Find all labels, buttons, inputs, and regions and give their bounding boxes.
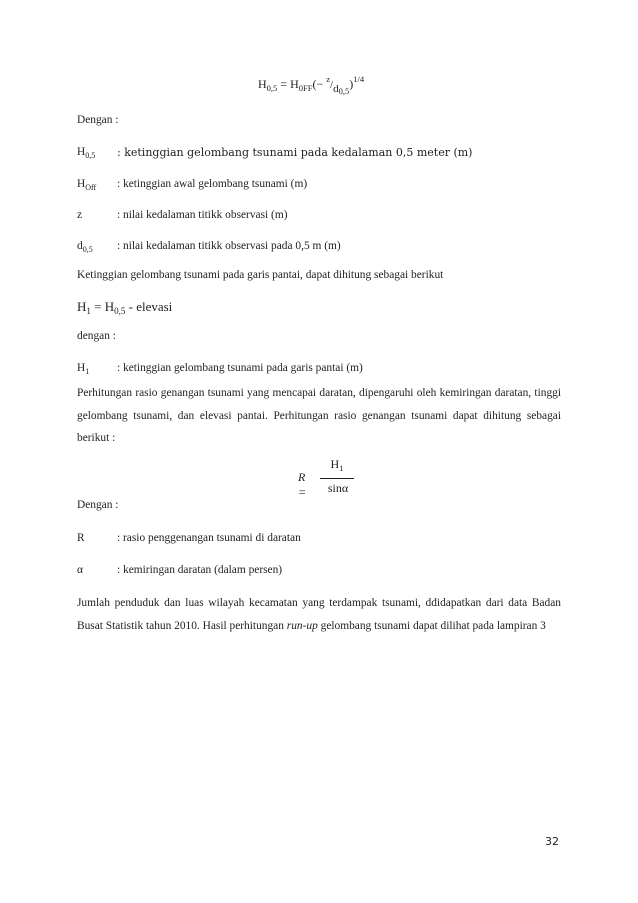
dengan-label-1: Dengan : — [77, 114, 119, 126]
definition-h05: $H_{0,5}$ : ketinggian gelombang tsunami pada kedalaman 0,5 meter (m) — [77, 146, 473, 160]
paragraph-rasio: Perhitungan rasio genangan tsunami yang mencapai daratan, dipengaruhi oleh kemiringan daratan, tinggi gelombang tsunami, dan elevasi pantai. Perhitungan rasio genangan tsunami dapat dihitung sebagai berikut : — [77, 387, 561, 444]
paragraph-ketinggian: Ketinggian gelombang tsunami pada garis pantai, dapat dihitung sebagai berikut — [77, 269, 444, 281]
formula-h1: $H_1 = H_{0,5}$ - elevasi — [77, 299, 173, 316]
page-number: 32 — [545, 835, 559, 848]
definition-hoff: $H_{Off}$ : ketinggian awal gelombang tsunami (m) — [77, 178, 308, 192]
definition-h1: $H_1$ : ketinggian gelombang tsunami pada garis pantai (m) — [77, 362, 363, 376]
dengan-label-2: dengan : — [77, 330, 116, 342]
definition-alpha: α : kemiringan daratan (dalam persen) — [77, 564, 283, 576]
dengan-label-3: Dengan : — [77, 499, 119, 511]
definition-d05: $d_{0,5}$ : nilai kedalaman titikk observasi pada 0,5 m (m) — [77, 240, 341, 254]
definition-z: z : nilai kedalaman titikk observasi (m) — [77, 209, 288, 221]
formula-h05: $H_{0,5} = H_{0FF}(- ^z/d_{0,5})^{1/4}$ — [258, 74, 365, 96]
paragraph-jumlah: Jumlah penduduk dan luas wilayah kecamatan yang terdampak tsunami, ddidapatkan dari data Badan Busat Statistik tahun 2010. Hasil perhitungan run-up gelombang tsunami dapat dilihat pada lampiran 3 — [77, 597, 561, 632]
definition-r: R : rasio penggenangan tsunami di daratan — [77, 532, 301, 544]
